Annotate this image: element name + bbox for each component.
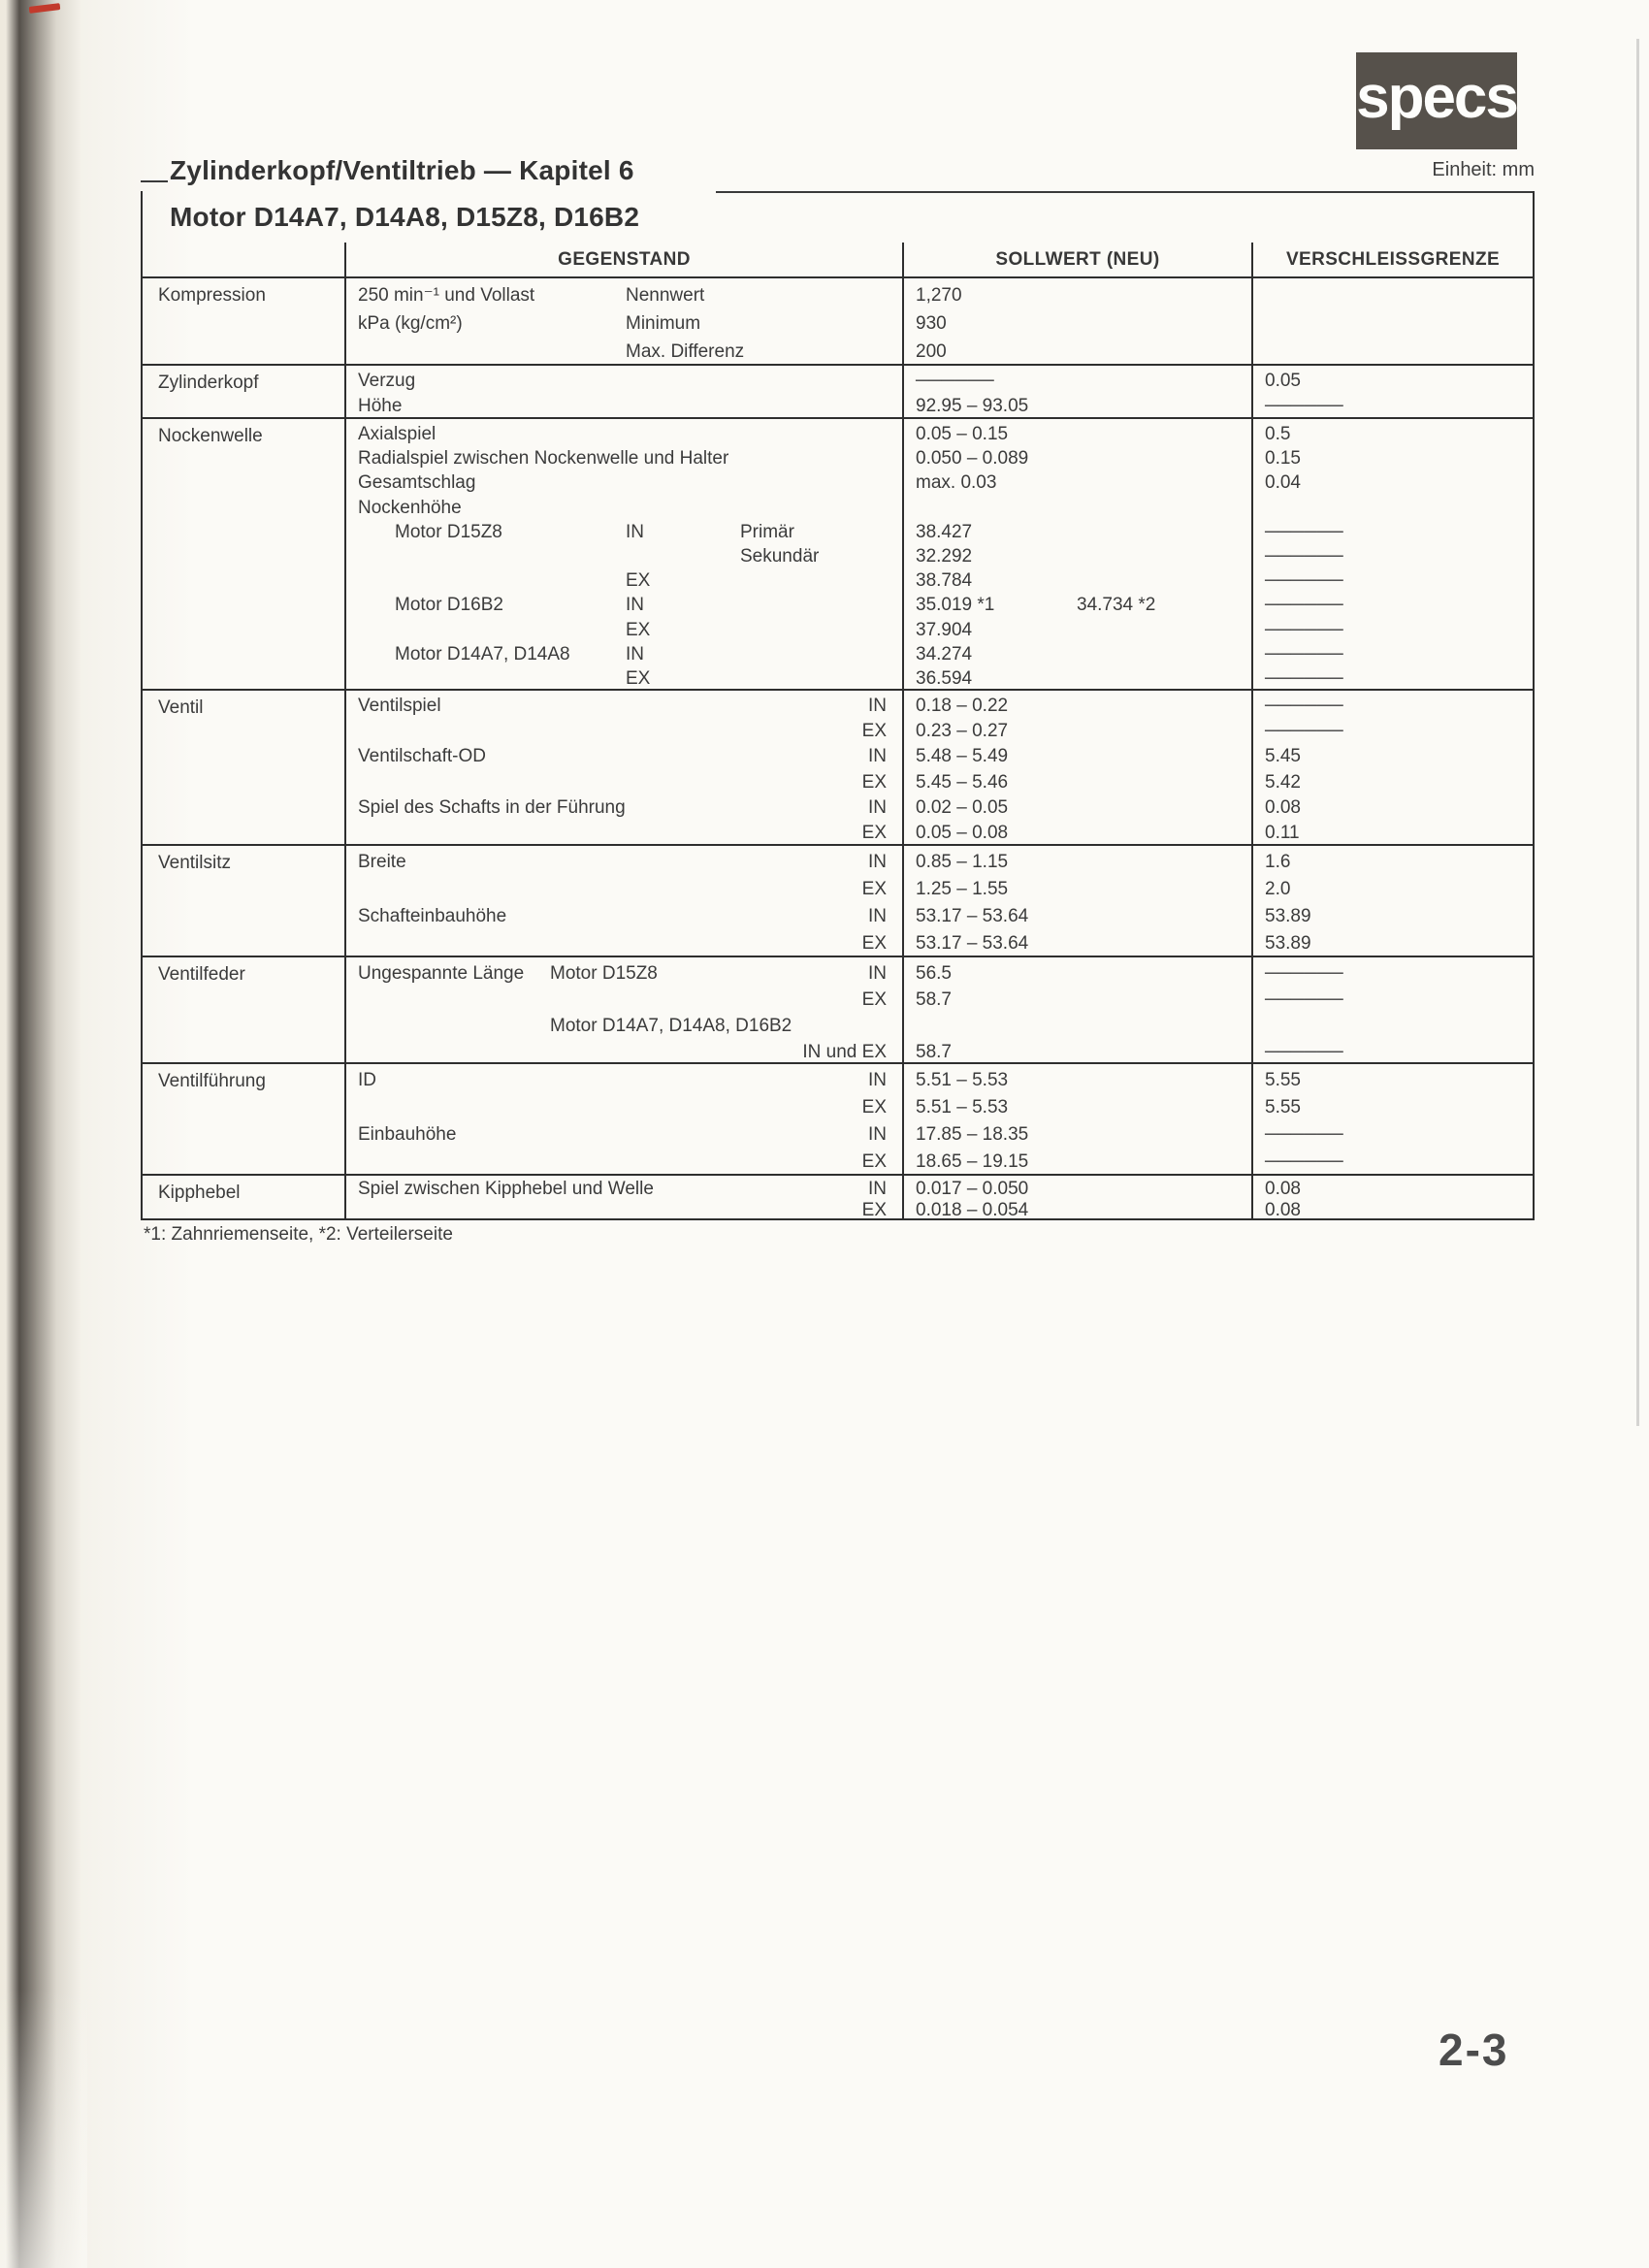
sollwert-value: ────── [916, 371, 994, 391]
gegenstand-line: 250 min⁻¹ und Vollast Nennwert [358, 285, 705, 306]
grenze-value: 53.89 [1265, 906, 1311, 926]
sollwert-value: 17.85 – 18.35 [916, 1124, 1029, 1145]
header-gegenstand: GEGENSTAND [558, 249, 691, 270]
grenze-value: 0.11 [1265, 822, 1300, 843]
grenze-value: 0.15 [1265, 448, 1301, 470]
sollwert-value: 0.050 – 0.089 [916, 448, 1029, 470]
grenze-value: ────── [1265, 545, 1343, 567]
grenze-value: 5.45 [1265, 746, 1301, 767]
sollwert-value: 200 [916, 341, 947, 362]
sollwert-value: 0.18 – 0.22 [916, 696, 1009, 716]
component-label: Ventilsitz [158, 853, 231, 873]
table-header-row [143, 243, 1533, 278]
gegenstand-line: EX [626, 619, 651, 640]
unit-label: Einheit: mm [1432, 159, 1535, 180]
grenze-value [1253, 281, 1533, 309]
sollwert-value: 58.7 [916, 989, 952, 1010]
gegenstand-line: Spiel zwischen Kipphebel und Welle IN [358, 1179, 887, 1199]
gegenstand-line: EX [861, 1097, 887, 1118]
grenze-value: ────── [1265, 667, 1343, 689]
sollwert-value: 32.292 [916, 545, 973, 567]
gegenstand-line: Breite IN [358, 852, 887, 872]
gegenstand-line: EX [861, 989, 887, 1010]
sollwert-value: 0.02 – 0.05 [916, 796, 1009, 818]
grenze-value: 1.6 [1265, 852, 1291, 872]
gegenstand-line: Höhe [358, 396, 403, 416]
gegenstand-line: Radialspiel zwischen Nockenwelle und Halter [358, 448, 729, 470]
grenze-value: ────── [1265, 696, 1343, 716]
gegenstand-line: EX [861, 721, 887, 742]
sollwert-value: 5.51 – 5.53 [916, 1070, 1009, 1090]
gegenstand-line: Gesamtschlag [358, 472, 476, 494]
table-body [143, 278, 1533, 1218]
grenze-value: ────── [1265, 1124, 1343, 1145]
gegenstand-line: Motor D14A7, D14A8, D16B2 [550, 1016, 792, 1036]
page-number: 2-3 [1439, 2025, 1509, 2075]
gegenstand-line: EX [861, 1199, 887, 1218]
sollwert-value-secondary: 34.734 *2 [1077, 595, 1156, 616]
sollwert-value: 58.7 [916, 1042, 952, 1062]
sollwert-value [904, 496, 1251, 520]
grenze-value: 53.89 [1265, 933, 1311, 954]
grenze-value: 0.08 [1265, 796, 1301, 818]
gegenstand-line: ID IN [358, 1070, 887, 1090]
sollwert-value: 35.019 *1 34.734 *2 [904, 593, 1251, 617]
sollwert-value: 53.17 – 53.64 [916, 933, 1029, 954]
gegenstand-line: Ungespannte Länge Motor D15Z8 IN [358, 963, 887, 984]
grenze-value: 2.0 [1265, 879, 1291, 899]
gegenstand-line: Ventilspiel IN [358, 696, 887, 716]
grenze-value: 0.04 [1265, 472, 1301, 494]
sollwert-value: 37.904 [916, 619, 973, 640]
specs-badge-label: specs [1356, 63, 1517, 131]
gegenstand-line: EX [626, 570, 651, 592]
section-ventil [143, 689, 1533, 844]
scan-edge-streak [1636, 39, 1639, 1426]
gegenstand-line: EX [861, 771, 887, 793]
grenze-value [1253, 1013, 1533, 1039]
grenze-value: ────── [1265, 396, 1343, 416]
page-title: Zylinderkopf/Ventiltrieb — Kapitel 6 [170, 155, 634, 185]
sollwert-value: 1,270 [916, 285, 962, 306]
gegenstand-line: kPa (kg/cm²) Minimum [358, 313, 701, 334]
sollwert-value: 0.05 – 0.08 [916, 822, 1009, 843]
grenze-value: ────── [1265, 643, 1343, 664]
sollwert-value: 0.018 – 0.054 [916, 1199, 1029, 1218]
gegenstand-line: Axialspiel [358, 424, 436, 444]
section-ventilfuehrung [143, 1062, 1533, 1174]
gegenstand-line: EX [861, 822, 887, 843]
sollwert-value: 56.5 [916, 963, 952, 984]
sollwert-value: 5.51 – 5.53 [916, 1097, 1009, 1118]
sollwert-value: 38.784 [916, 570, 973, 592]
gegenstand-line: Verzug [358, 371, 416, 391]
frame-stub [141, 180, 168, 182]
grenze-value: 5.55 [1265, 1070, 1301, 1090]
section-ventilsitz [143, 844, 1533, 956]
section-ventilfeder [143, 956, 1533, 1062]
gegenstand-line: Nockenhöhe [358, 497, 462, 518]
sollwert-value: 18.65 – 19.15 [916, 1151, 1029, 1172]
grenze-value: 0.08 [1265, 1199, 1301, 1218]
gegenstand-line: Spiel des Schafts in der Führung IN [358, 796, 887, 818]
sollwert-value [904, 1013, 1251, 1039]
grenze-value: 5.42 [1265, 771, 1301, 793]
gegenstand-line: IN und EX [802, 1042, 887, 1062]
gegenstand-line: Motor D14A7, D14A8 IN [395, 643, 644, 664]
grenze-value [1253, 338, 1533, 364]
grenze-value: ────── [1265, 1151, 1343, 1172]
section-zylinderkopf [143, 364, 1533, 417]
sollwert-value: 92.95 – 93.05 [916, 396, 1029, 416]
sollwert-value: 36.594 [916, 667, 973, 689]
grenze-value: ────── [1265, 1042, 1343, 1062]
gegenstand-line: EX [861, 1151, 887, 1172]
scan-binding-shadow [6, 0, 81, 2268]
component-label: Nockenwelle [158, 426, 263, 446]
gegenstand-line: EX [861, 933, 887, 954]
gegenstand-line: Max. Differenz [626, 341, 745, 362]
component-label: Zylinderkopf [158, 373, 259, 393]
sollwert-value: 53.17 – 53.64 [916, 906, 1029, 926]
sollwert-value: 34.274 [916, 643, 973, 664]
header-sollwert: SOLLWERT (NEU) [995, 249, 1160, 270]
gegenstand-line: Schafteinbauhöhe IN [358, 906, 887, 926]
sollwert-value: 5.45 – 5.46 [916, 771, 1009, 793]
grenze-value: 0.5 [1265, 424, 1291, 444]
gegenstand-line: Einbauhöhe IN [358, 1124, 887, 1145]
header-verschleissgrenze: VERSCHLEISSGRENZE [1285, 249, 1501, 270]
sollwert-value: 0.05 – 0.15 [916, 424, 1009, 444]
gegenstand-line: Motor D16B2 IN [395, 595, 644, 616]
gegenstand-line: Ventilschaft-OD IN [358, 746, 887, 767]
grenze-value: 0.08 [1265, 1179, 1301, 1199]
component-label: Ventilführung [158, 1071, 266, 1091]
section-kompression [143, 278, 1533, 364]
component-label: Kompression [158, 285, 266, 306]
grenze-value: ────── [1265, 619, 1343, 640]
grenze-value: ────── [1265, 570, 1343, 592]
component-label: Ventilfeder [158, 964, 245, 985]
grenze-value: ────── [1265, 595, 1343, 616]
grenze-value [1253, 496, 1533, 520]
sollwert-value: 0.85 – 1.15 [916, 852, 1009, 872]
gegenstand-line: EX [626, 667, 651, 689]
grenze-value: ────── [1265, 521, 1343, 542]
grenze-value: 5.55 [1265, 1097, 1301, 1118]
sollwert-value: 38.427 [916, 521, 973, 542]
section-kipphebel [143, 1174, 1533, 1218]
grenze-value: ────── [1265, 989, 1343, 1010]
section-nockenwelle [143, 417, 1533, 689]
component-label: Kipphebel [158, 1183, 241, 1203]
grenze-value: 0.05 [1265, 371, 1301, 391]
sollwert-value: 930 [916, 313, 947, 334]
gegenstand-line: Motor D15Z8 IN Primär [395, 521, 794, 542]
footnote: *1: Zahnriemenseite, *2: Verteilerseite [144, 1224, 453, 1245]
sollwert-value: 0.017 – 0.050 [916, 1179, 1029, 1199]
sollwert-value: 5.48 – 5.49 [916, 746, 1009, 767]
scan-binding-fade [0, 1989, 87, 2268]
page-subtitle: Motor D14A7, D14A8, D15Z8, D16B2 [170, 202, 640, 232]
specs-badge [1356, 52, 1517, 149]
grenze-value: ────── [1265, 721, 1343, 742]
sollwert-value: max. 0.03 [916, 472, 997, 494]
spec-table [141, 191, 1535, 1220]
grenze-value [1253, 309, 1533, 338]
sollwert-value: 1.25 – 1.55 [916, 879, 1009, 899]
component-label: Ventil [158, 697, 204, 718]
gegenstand-line: Sekundär [740, 545, 820, 567]
sollwert-value: 0.23 – 0.27 [916, 721, 1009, 742]
gegenstand-line: EX [861, 879, 887, 899]
grenze-value: ────── [1265, 963, 1343, 984]
